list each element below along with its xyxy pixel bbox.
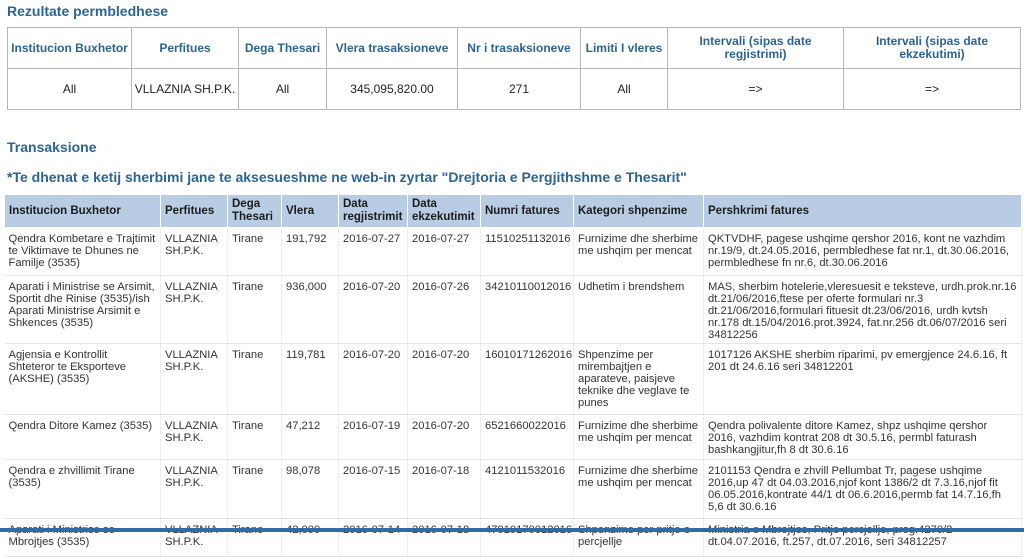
cell-dega: Tirane <box>228 460 282 519</box>
cell-dega: Tirane <box>228 228 282 276</box>
cell-data-ekzekutimit: 2016-07-18 <box>408 460 481 519</box>
summary-header-intervali-ekzekutimi: Intervali (sipas date ekzekutimi) <box>844 28 1021 69</box>
cell-kategori: Shpenzime per mirembajtjen e aparateve, paisjeve teknike dhe veglave te punes <box>574 344 704 415</box>
cell-kategori: Furnizime dhe sherbime me ushqim per mencat <box>574 415 704 460</box>
transactions-table <box>4 194 1022 557</box>
cell-kategori: Furnizime dhe sherbime me ushqim per mencat <box>574 228 704 276</box>
cell-perfitues: VLLAZNIA SH.P.K. <box>161 228 228 276</box>
table-row <box>5 415 1022 460</box>
cell-institucion: Aparati i Ministrise se Arsimit, Sportit dhe Rinise (3535)/ish Aparati Ministrise Arsimit e Shkences (3535) <box>5 276 161 344</box>
table-row <box>5 276 1022 344</box>
cell-institucion: Qendra Ditore Kamez (3535) <box>5 415 161 460</box>
cell-numri-fatures <box>481 519 574 557</box>
bottom-scroll-bar <box>0 528 1024 532</box>
cell-numri-fatures: 11510251132016 <box>481 228 574 276</box>
summary-header-intervali-regjistrimi: Intervali (sipas date regjistrimi) <box>668 28 844 69</box>
summary-intervali-regjistrimi-value: => <box>668 69 844 110</box>
cell-data-ekzekutimit: 2016-07-27 <box>408 228 481 276</box>
summary-header-perfitues: Perfitues <box>132 28 239 69</box>
summary-table <box>7 27 1021 110</box>
cell-perfitues: VLLAZNIA SH.P.K. <box>161 276 228 344</box>
col-header-dega[interactable]: Dega Thesari <box>228 195 282 228</box>
col-header-kategori[interactable]: Kategori shpenzime <box>574 195 704 228</box>
col-header-pershkrimi[interactable]: Pershkrimi fatures <box>704 195 1022 228</box>
summary-limiti-value: All <box>581 69 668 110</box>
col-header-vlera[interactable]: Vlera <box>282 195 339 228</box>
cell-institucion: Qendra e zhvillimit Tirane (3535) <box>5 460 161 519</box>
cell-data-regjistrimit: 2016-07-19 <box>339 415 408 460</box>
table-row <box>5 344 1022 415</box>
cell-dega: Tirane <box>228 415 282 460</box>
cell-pershkrimi: 1017126 AKSHE sherbim riparimi, pv emergjence 24.6.16, ft 201 dt 24.6.16 seri 34812201 <box>704 344 1022 415</box>
table-row <box>5 228 1022 276</box>
cell-data-ekzekutimit: 2016-07-20 <box>408 415 481 460</box>
cell-vlera: 47,212 <box>282 415 339 460</box>
cell-dega: Tirane <box>228 344 282 415</box>
cell-vlera <box>282 519 339 557</box>
cell-pershkrimi: QKTVDHF, pagese ushqime qershor 2016, kont ne vazhdim nr.19/9, dt.24.05.2016, permbledhese fat nr.1, dt.30.06.2016, permbledhese fn nr.6, dt.30.06.2016 <box>704 228 1022 276</box>
cell-data-regjistrimit <box>339 519 408 557</box>
cell-institucion: Agjensia e Kontrollit Shteteror te Eksporteve (AKSHE) (3535) <box>5 344 161 415</box>
cell-perfitues: VLLAZNIA SH.P.K. <box>161 344 228 415</box>
summary-intervali-ekzekutimi-value: => <box>844 69 1021 110</box>
cell-vlera: 936,000 <box>282 276 339 344</box>
summary-header-limiti: Limiti I vleres <box>581 28 668 69</box>
cell-pershkrimi: dt.04.07.2016, ft.257, dt.07.2016, seri 34812257 <box>704 519 1022 557</box>
cell-numri-fatures: 4121011532016 <box>481 460 574 519</box>
cell-vlera: 191,792 <box>282 228 339 276</box>
cell-data-regjistrimit: 2016-07-20 <box>339 344 408 415</box>
col-header-data-ekzekutimit[interactable]: Data ekzekutimit <box>408 195 481 228</box>
cell-numri-fatures: 16010171262016 <box>481 344 574 415</box>
table-row <box>5 519 1022 557</box>
cell-dega: Tirane <box>228 276 282 344</box>
summary-nr-value: 271 <box>458 69 581 110</box>
transactions-heading: Transaksione <box>7 139 97 155</box>
cell-dega <box>228 519 282 557</box>
summary-header-dega: Dega Thesari <box>239 28 327 69</box>
cell-vlera: 119,781 <box>282 344 339 415</box>
cell-data-ekzekutimit <box>408 519 481 557</box>
transactions-header-row <box>5 195 1022 228</box>
cell-data-regjistrimit: 2016-07-20 <box>339 276 408 344</box>
cell-pershkrimi: Qendra polivalente ditore Kamez, shpz ushqime qershor 2016, vazhdim kontrat 208 dt 30.5.16, permbl faturash bashkangjitur,fh 8 dt 30.6.16 <box>704 415 1022 460</box>
cell-institucion: Qendra Kombetare e Trajtimit te Viktimave te Dhunes ne Familje (3535) <box>5 228 161 276</box>
summary-institucion-value: All <box>8 69 132 110</box>
cell-numri-fatures: 6521660022016 <box>481 415 574 460</box>
cell-kategori: Udhetim i brendshem <box>574 276 704 344</box>
col-header-data-regjistrimit[interactable]: Data regjistrimit <box>339 195 408 228</box>
col-header-perfitues[interactable]: Perfitues <box>161 195 228 228</box>
cell-pershkrimi: MAS, sherbim hotelerie,vleresuesit e teksteve, urdh.prok.nr.16 dt.21/06/2016,ftese per oferte formulari nr.3 dt.21/06/2016,formulari fituesit dt.23/06/2016, urdh kvtsh nr.178 dt.15/04/2016.prot.3924, fat.nr.256 dt.06/07/2016 seri 34812256 <box>704 276 1022 344</box>
cell-data-ekzekutimit: 2016-07-26 <box>408 276 481 344</box>
cell-perfitues: VLLAZNIA SH.P.K. <box>161 460 228 519</box>
summary-header-vlera: Vlera trasaksioneve <box>327 28 458 69</box>
summary-row <box>8 69 1021 110</box>
col-header-institucion[interactable]: Institucion Buxhetor <box>5 195 161 228</box>
summary-perfitues-value: VLLAZNIA SH.P.K. <box>132 69 239 110</box>
col-header-numri-fatures[interactable]: Numri fatures <box>481 195 574 228</box>
table-row <box>5 460 1022 519</box>
cell-institucion: Mbrojtjes (3535) <box>5 519 161 557</box>
cell-kategori: percjellje <box>574 519 704 557</box>
summary-header-row <box>8 28 1021 69</box>
cell-data-regjistrimit: 2016-07-27 <box>339 228 408 276</box>
cell-vlera: 98,078 <box>282 460 339 519</box>
cell-data-ekzekutimit: 2016-07-20 <box>408 344 481 415</box>
summary-header-nr: Nr i trasaksioneve <box>458 28 581 69</box>
cell-kategori: Furnizime dhe sherbime me ushqim per mencat <box>574 460 704 519</box>
summary-header-institucion: Institucion Buxhetor <box>8 28 132 69</box>
summary-heading: Rezultate permbledhese <box>7 3 169 19</box>
cell-numri-fatures: 34210110012016 <box>481 276 574 344</box>
cell-pershkrimi: 2101153 Qendra e zhvill Pellumbat Tr, pagese ushqime 2016,up 47 dt 04.03.2016,njof kont 1386/2 dt 7.3.16,njof fit 06.05.2016,kontrate 44/1 dt 06.6.2016,permb fat 14.7.16,fh 5,6 dt 30.6.16 <box>704 460 1022 519</box>
cell-data-regjistrimit: 2016-07-15 <box>339 460 408 519</box>
cell-perfitues: VLLAZNIA SH.P.K. <box>161 415 228 460</box>
summary-vlera-value: 345,095,820.00 <box>327 69 458 110</box>
summary-dega-value: All <box>239 69 327 110</box>
transactions-note: *Te dhenat e ketij sherbimi jane te aksesueshme ne web-in zyrtar "Drejtoria e Pergjithshme e Thesarit" <box>7 169 687 185</box>
cell-perfitues: SH.P.K. <box>161 519 228 557</box>
